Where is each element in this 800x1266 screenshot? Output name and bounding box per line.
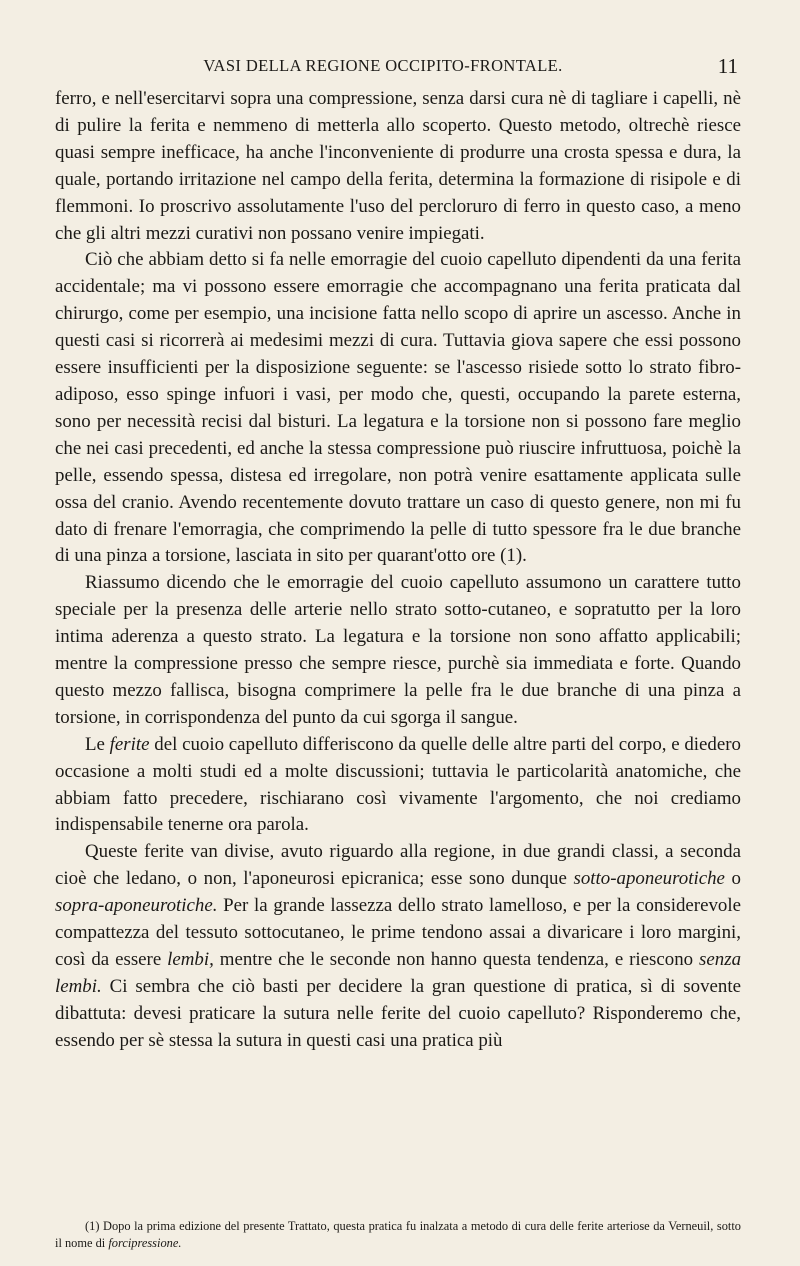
paragraph-5-italic-sotto: sotto-aponeurotiche bbox=[573, 868, 725, 890]
paragraph-5-text-d: mentre che le seconde non hanno questa tendenza, e riescono bbox=[213, 949, 700, 970]
paragraph-5-text-b: o bbox=[724, 868, 741, 890]
paragraph-3: Riassumo dicendo che le emorragie del cuoio capelluto assumono un carattere tutto speciale per la presenza delle arterie nello strato sotto-cutaneo, e sopratutto per la loro intima aderenza a questo strato. La legatura e la torsione non sono affatto applicabili; mentre la compressione presso che sempre riesce, purchè sia immediata e forte. Quando questo mezzo fallisca, bisogna comprimere la pelle fra le due branche di una pinza a torsione, in corrispondenza del punto da cui sgorga il sangue. bbox=[55, 572, 741, 728]
footnote-1-italic: forcipressione. bbox=[108, 1236, 182, 1250]
paragraph-1: ferro, e nell'esercitarvi sopra una compressione, senza darsi cura nè di tagliare i capelli, nè di pulire la ferita e nemmeno di metterla allo scoperto. Questo metodo, oltrechè riesce quasi sempre inefficace, ha anche l'inconveniente di produrre una crosta spessa e dura, la quale, portando irritazione nel campo della ferita, determina la formazione di risipole e di flemmoni. Io proscrivo assolutamente l'uso del percloruro di ferro in questo caso, a meno che gli altri mezzi curativi non possano venire impiegati. bbox=[55, 88, 741, 244]
paragraph-2: Ciò che abbiam detto si fa nelle emorragie del cuoio capelluto dipendenti da una ferita accidentale; ma vi possono essere emorragie che accompagnano una ferita praticata dal chirurgo, come per esempio, una incisione fatta nello scopo di aprire un ascesso. Anche in questi casi si ricorrerà ai medesimi mezzi di cura. Tuttavia giova sapere che essi possono essere insufficienti per la disposizione seguente: se l'ascesso risiede sotto lo strato fibro-adiposo, esso spinge infuori i vasi, per modo che, questi, occupando la parete esterna, sono per necessità recisi dal bisturi. La legatura e la torsione non si possono fare meglio che nei casi precedenti, ed anche la stessa compressione può riuscire infruttuosa, poichè la pelle, essendo spessa, distesa ed irregolare, non potrà venire esattamente applicata sulle ossa del cranio. Avendo recentemente dovuto trattare un caso di questo genere, non mi fu dato di frenare l'emorragia, che comprimendo la pelle di tutto spessore fra le due branche di una pinza a torsione, lasciata in sito per quarant'otto ore (1). bbox=[55, 249, 741, 567]
footnote-1-text-a: (1) Dopo la prima edizione del presente Trattato, questa pratica fu inalzata a metodo di cura delle ferite arteriose da Verneuil, sotto il nome di bbox=[55, 1219, 741, 1250]
paragraph-4-text-a: Le bbox=[85, 733, 110, 755]
page-number: 11 bbox=[717, 54, 738, 78]
running-title: VASI DELLA REGIONE OCCIPITO-FRONTALE. bbox=[203, 56, 563, 75]
footnote-1 bbox=[55, 1218, 741, 1252]
paragraph-5 bbox=[55, 839, 741, 1054]
footnotes bbox=[55, 1218, 741, 1252]
paragraph-5-text-e: Ci sembra che ciò basti per decidere la gran questione di pratica, sì di sovente dibattuta: devesi praticare la sutura nelle ferite del cuoio capelluto? Risponderemo che, essendo per sè stessa la sutura in questi casi una pratica più bbox=[55, 975, 741, 1051]
paragraph-5-text-c: Per la grande lassezza dello strato lamelloso, e per la considerevole compattezza del tessuto sottocutaneo, le prime tendono assai a divaricare i loro margini, così da essere bbox=[55, 895, 741, 970]
paragraph-5-italic-senza-lembi: senza lembi. bbox=[55, 949, 742, 997]
paragraph-5-italic-lembi: lembi, bbox=[167, 949, 214, 970]
paragraph-4-italic-ferite: ferite bbox=[109, 733, 150, 755]
page-header bbox=[88, 56, 738, 86]
body-text bbox=[55, 86, 741, 1055]
paragraph-5-italic-sopra: sopra-aponeurotiche. bbox=[55, 895, 218, 917]
paragraph-4-text-b: del cuoio capelluto differiscono da quelle delle altre parti del corpo, e diedero occasione a molti studi ed a molte discussioni; tuttavia le particolarità anatomiche, che abbiam fatto precedere, rischiarano così vivamente l'argomento, che noi crediamo indispensabile tenerne ora parola. bbox=[55, 733, 741, 836]
paragraph-4 bbox=[55, 732, 741, 840]
paragraph-5-text-a: Queste ferite van divise, avuto riguardo alla regione, in due grandi classi, a seconda cioè che ledano, o non, l'aponeurosi epicranica; esse sono dunque bbox=[55, 841, 741, 890]
